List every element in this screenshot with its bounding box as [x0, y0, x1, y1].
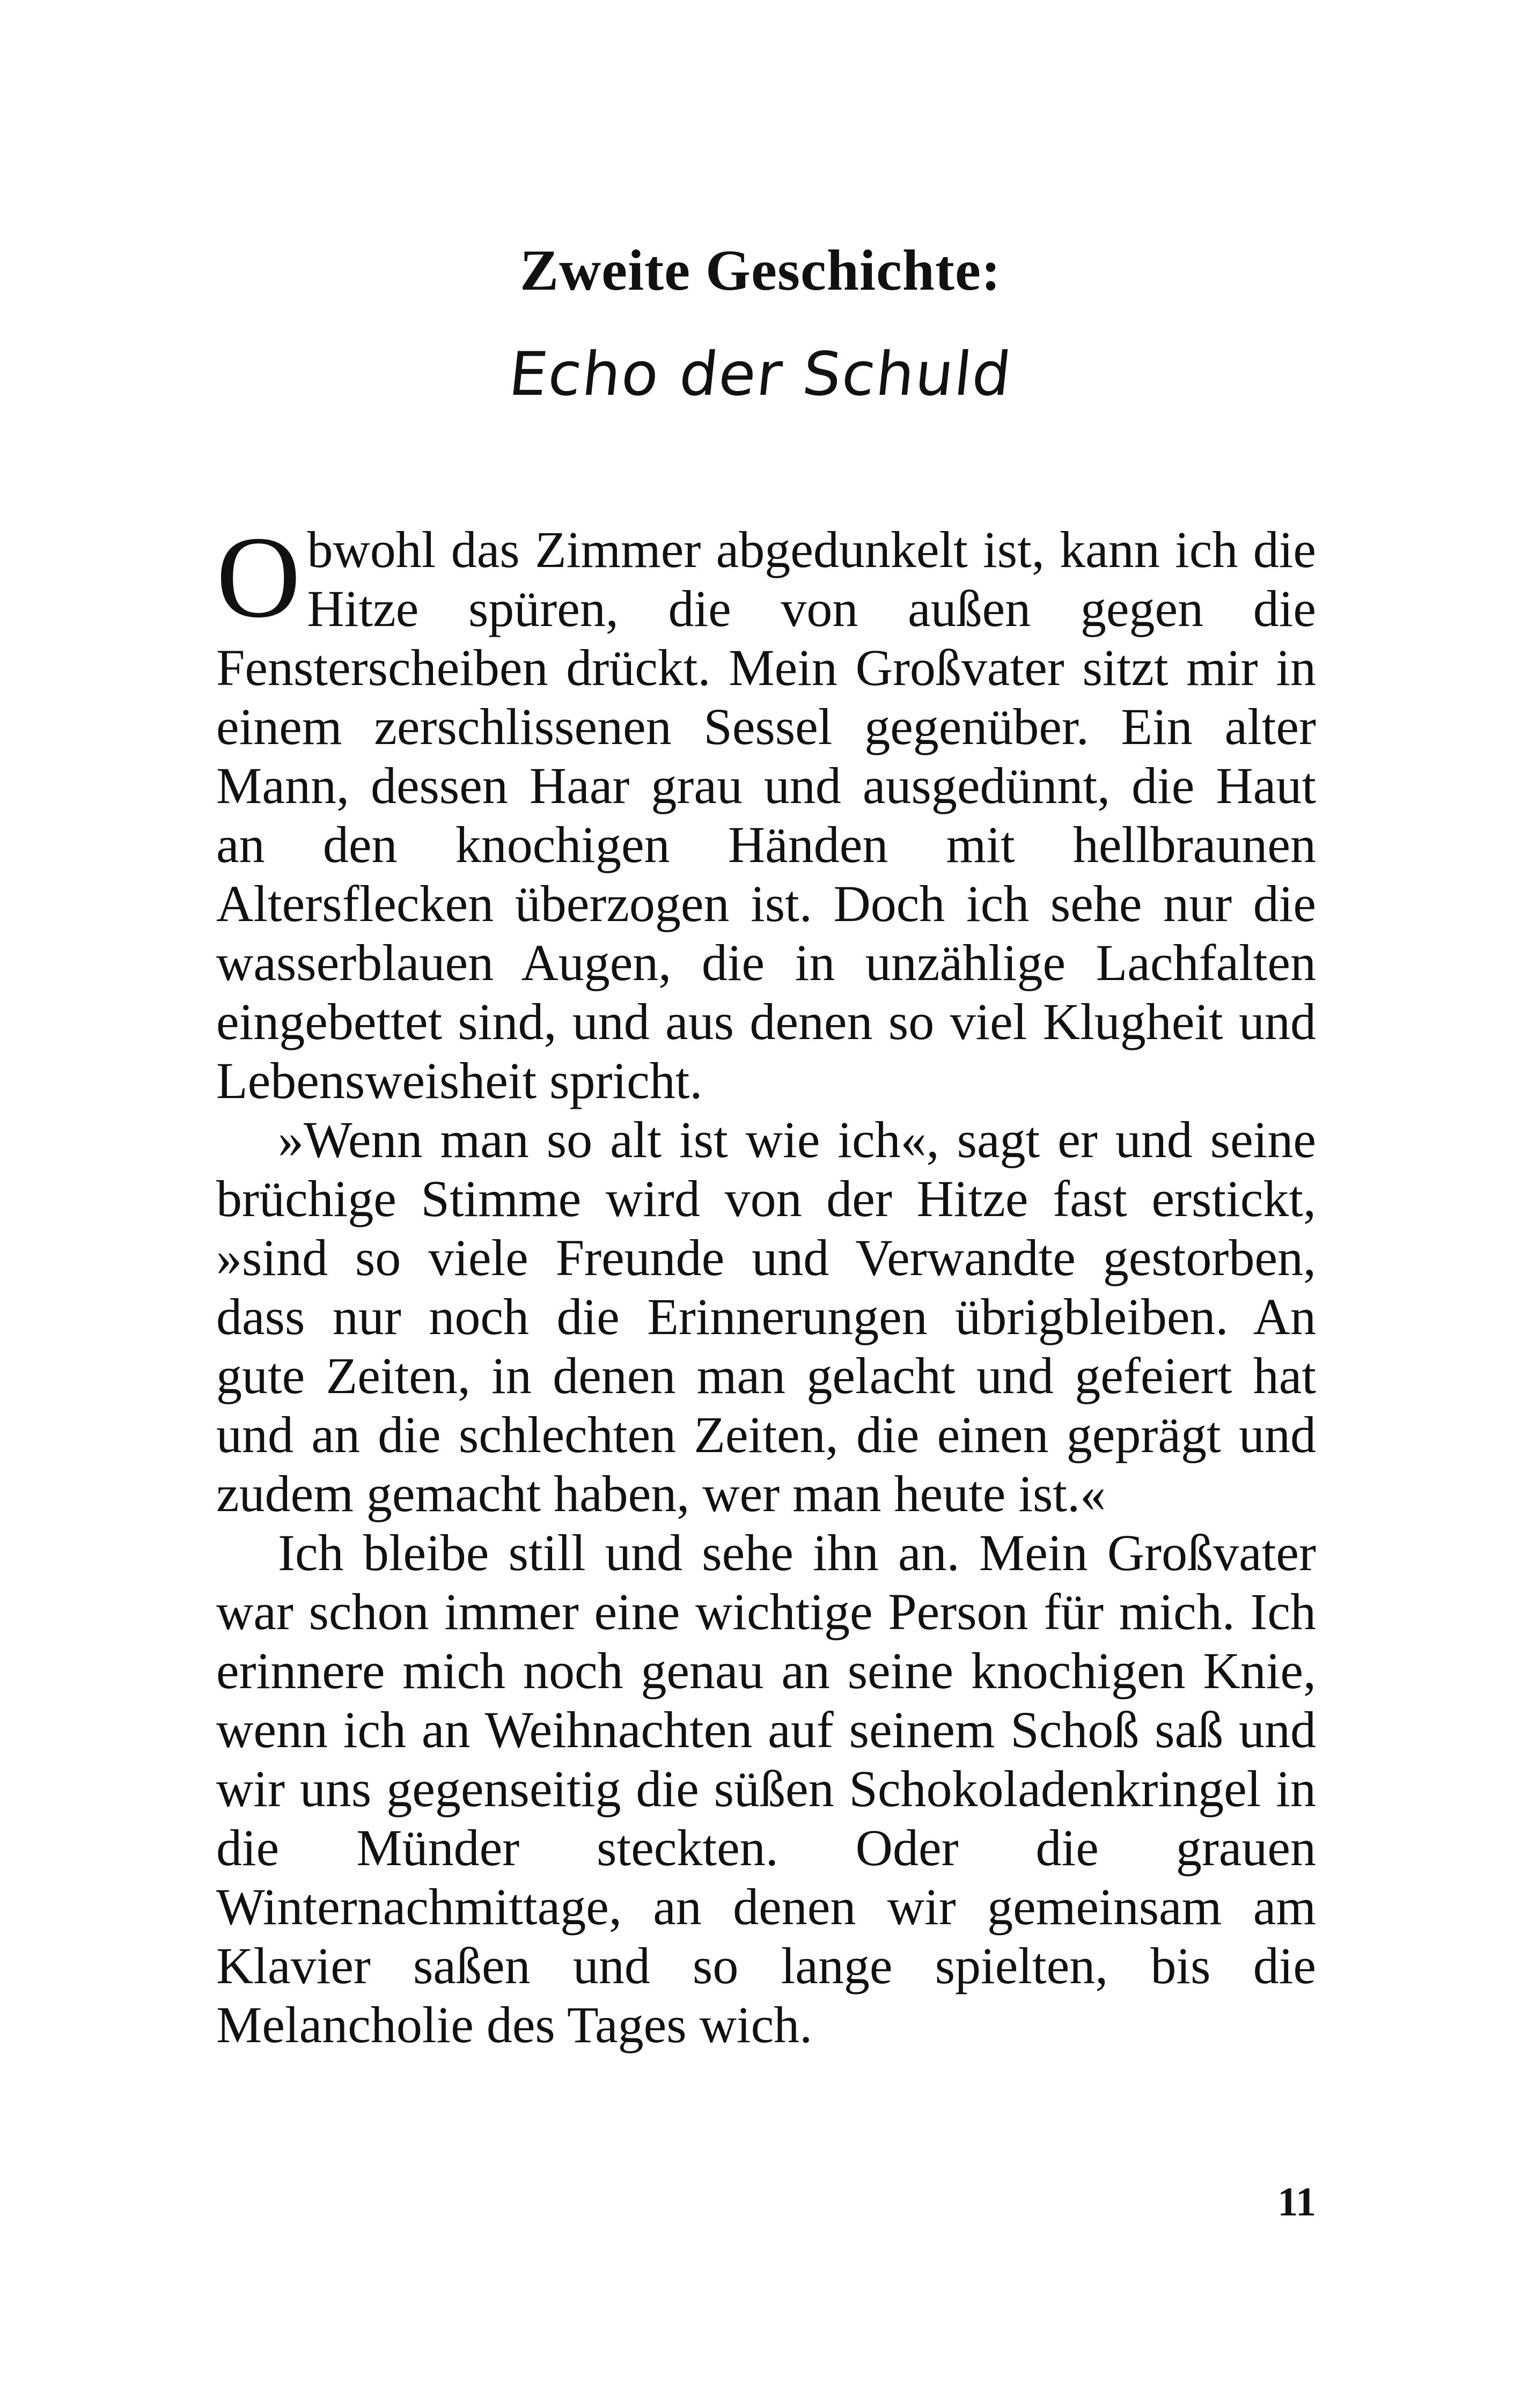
- chapter-subtitle: Echo der Schuld: [505, 340, 1016, 409]
- drop-cap: O: [216, 513, 301, 642]
- chapter-title: Zweite Geschichte:: [520, 239, 1001, 303]
- paragraph-1-text: bwohl das Zimmer abgedunkelt ist, kann ich die Hitze spüren, die von außen gegen die Fensterscheiben drückt. Mein Großvater sitzt mir in einem zerschlissenen Sessel gegenüber. Ein alter Mann, dessen Haar grau und ausgedünnt, die Haut an den knochigen Händen mit hellbraunen Altersflecken überzogen ist. Doch ich sehe nur die wasserblauen Augen, die in unzählige Lachfalten eingebettet sind, und aus denen so viel Klugheit und Lebensweisheit spricht.: [216, 521, 1316, 1109]
- paragraph-2: »Wenn man so alt ist wie ich«, sagt er und seine brüchige Stimme wird von der Hitze fast erstickt, »sind so viele Freunde und Verwandte gestorben, dass nur noch die Erinnerungen übrigbleiben. An gute Zeiten, in denen man gelacht und gefeiert hat und an die schlechten Zeiten, die einen geprägt und zudem gemacht haben, wer man heute ist.«: [216, 1111, 1316, 1522]
- paragraph-3: Ich bleibe still und sehe ihn an. Mein Großvater war schon immer eine wichtige Person für mich. Ich erinnere mich noch genau an seine knochigen Knie, wenn ich an Weihnachten auf seinem Schoß saß und wir uns gegenseitig die süßen Schokoladenkringel in die Münder steckten. Oder die grauen Winternachmittage, an denen wir gemeinsam am Klavier saßen und so lange spielten, bis die Melancholie des Tages wich.: [216, 1524, 1316, 2053]
- body-text: [216, 513, 1316, 2054]
- paragraph-1: [216, 513, 1316, 1110]
- page-number: 11: [1277, 2179, 1316, 2225]
